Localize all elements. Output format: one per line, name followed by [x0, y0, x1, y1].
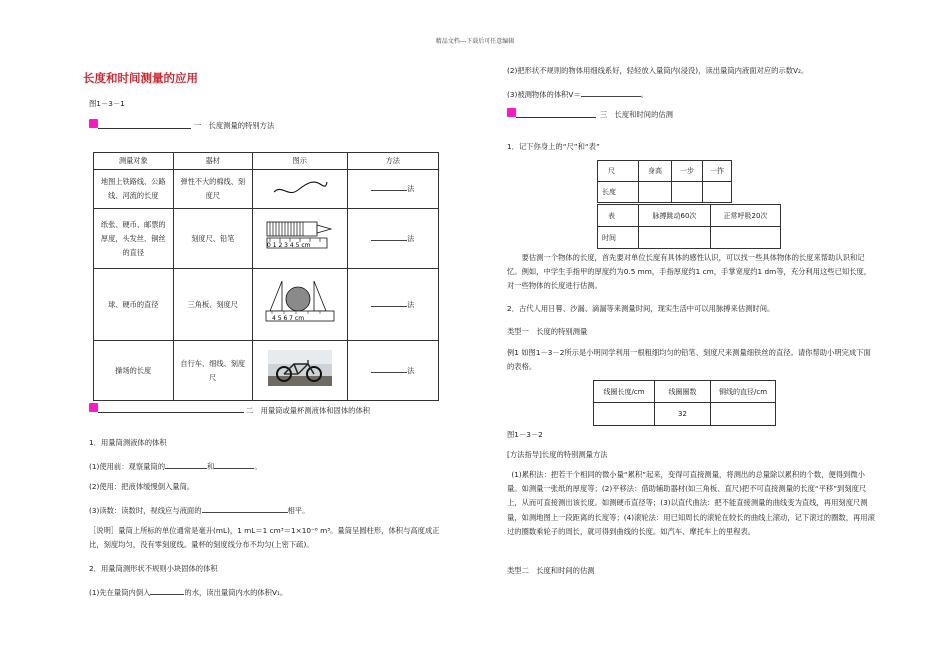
section-heading-1: 一 长度测量的特别方法 — [194, 121, 275, 130]
text-line: 1．记下你身上的“尺”和“表” — [507, 142, 600, 151]
table-cell: 自行车、细线、刻度尺 — [173, 341, 253, 401]
answer-cell[interactable] — [639, 227, 711, 249]
text-line: (2)使用：把液体缓慢倒入量筒。 — [89, 482, 195, 491]
ball-triangle-icon — [253, 269, 348, 341]
answer-blank[interactable] — [165, 460, 207, 469]
table-cell: 法 — [347, 209, 438, 269]
text-line: (1)先在量筒内倒入 的水，读出量筒内水的体积V₁。 — [89, 588, 288, 597]
answer-blank[interactable] — [371, 182, 407, 191]
section-line — [516, 117, 596, 118]
text-line: (2)把形状不规则的物体用细线系好，轻轻放入量筒内(浸没)，读出量筒内液面对应的示数V₂。 — [507, 66, 809, 75]
table-cell: 法 — [347, 170, 438, 209]
table-header: 方法 — [347, 153, 438, 170]
section-heading-2: 二 用量筒或量杯测液体和固体的体积 — [246, 406, 371, 415]
section-marker — [507, 108, 516, 117]
table-row — [94, 209, 439, 269]
paragraph: 要估测一个物体的长度，首先要对单位长度有具体的感性认识，可以找一些具体物体的长度来帮助认识和记忆。例如，中学生手指甲的厚度约为0.5 mm，手指厚度约1 cm，手掌宽度约1 dm等，充分利用这些已知长度，对一些物体的长度进行估测。 — [507, 253, 872, 291]
section-line — [98, 412, 244, 413]
section-line — [98, 128, 191, 129]
wire-data-table: 线圈长度/cm 线圈圈数 铜线的直径/cm 32 — [593, 380, 776, 426]
answer-blank[interactable] — [214, 460, 254, 469]
table-header: 器材 — [173, 153, 253, 170]
table-header: 图示 — [253, 153, 348, 170]
section-marker — [89, 403, 98, 412]
coil-ruler-icon — [253, 209, 348, 269]
text-line: (3)读数：读数时，视线应与液面的 相平。 — [89, 506, 310, 515]
example-paragraph: 例1 如图1－3－2所示是小明同学利用一根粗细均匀的铅笔、刻度尺来测量细铁丝的直径。请你帮助小明完成下面的表格。 — [507, 348, 871, 372]
table-cell: 法 — [347, 269, 438, 341]
answer-cell[interactable] — [594, 403, 655, 426]
answer-cell[interactable] — [672, 182, 703, 203]
bicycle-photo — [253, 341, 348, 401]
table-cell: 纸张、硬币、邮票的厚度，头发丝、铜丝的直径 — [94, 209, 174, 269]
type-heading: 类型二 长度和时间的估测 — [507, 566, 595, 575]
measurement-methods-table — [93, 152, 439, 401]
answer-blank[interactable] — [150, 586, 184, 595]
answer-blank[interactable] — [202, 504, 288, 513]
note-paragraph: ［说明］量筒上所标的单位通常是毫升(mL)，1 mL＝1 cm³＝1×10⁻⁶ m³。量筒呈圆柱形，体积与高度成正比，刻度均匀，没有零刻度线。量杯的刻度线分布不均匀(上密下疏)。 — [89, 526, 440, 550]
body-ruler-table: 尺 身高 一步 一拃 长度 — [597, 160, 732, 203]
answer-cell[interactable] — [711, 227, 781, 249]
table-cell: 三角板、刻度尺 — [173, 269, 253, 341]
answer-blank[interactable] — [371, 298, 407, 307]
text-line: 2．古代人用日晷、沙漏、滴漏等来测量时间，现实生活中可以用脉搏来估测时间。 — [507, 304, 775, 313]
body-timer-table: 表 脉搏跳动60次 正常呼吸20次 时间 — [597, 204, 781, 249]
figure-label: 图1－3－1 — [89, 99, 125, 108]
table-row — [94, 170, 439, 209]
section-heading-3: 三 长度和时间的估测 — [600, 110, 673, 119]
page-header: 精品文档---下载后可任意编辑 — [435, 38, 515, 45]
table-cell: 法 — [347, 341, 438, 401]
answer-cell[interactable] — [703, 182, 732, 203]
table-cell: 操场的长度 — [94, 341, 174, 401]
table-header: 测量对象 — [94, 153, 174, 170]
tip-heading: [方法指导]长度的特别测量方法 — [507, 450, 608, 459]
svg-text:0 1 2 3 4 5 cm: 0 1 2 3 4 5 cm — [266, 242, 311, 249]
table-cell: 球、硬币的直径 — [94, 269, 174, 341]
section-marker — [89, 119, 98, 128]
svg-text:4 5 6 7 cm: 4 5 6 7 cm — [271, 315, 304, 322]
table-cell: 地图上铁路线、公路线、河流的长度 — [94, 170, 174, 209]
figure-label: 图1－3－2 — [507, 430, 543, 439]
answer-blank[interactable] — [371, 364, 407, 373]
text-line: (1)使用前：观察量筒的 和 。 — [89, 462, 262, 471]
answer-blank[interactable] — [371, 232, 407, 241]
text-line: 1．用量筒测液体的体积 — [89, 438, 167, 447]
table-row — [94, 341, 439, 401]
answer-cell[interactable] — [639, 182, 672, 203]
curve-icon — [253, 170, 348, 209]
type-heading: 类型一 长度的特别测量 — [507, 327, 588, 336]
answer-cell[interactable] — [711, 403, 776, 426]
table-row — [94, 269, 439, 341]
answer-blank[interactable] — [581, 88, 641, 97]
method-paragraph: (1)累积法：把若干个相同的微小量“累积”起来，变得可直接测量，将测出的总量除以累积的个数，便得到微小量。如测量一张纸的厚度等；(2)平移法：借助辅助器材(如三角板、直尺)把不可直接测量的长度“平移”到刻度尺上，从而可直接测出该长度。如测硬币直径等；(3)以直代曲法：把不能直接测量的曲线变为直线，再用刻度尺测量，如测地图上一段距离的长度等；(4)滚轮法：用已知周长的滚轮在较长的曲线上滚动，记下滚过的圈数，再用滚过的圈数乘轮子的周长，就可得到曲线的长度。如汽车、摩托车上的里程表。 — [507, 470, 875, 536]
page-title: 长度和时间测量的应用 — [83, 71, 198, 85]
table-cell: 弹性不大的棉线、刻度尺 — [173, 170, 253, 209]
text-line: 2．用量筒测形状不规则小块固体的体积 — [89, 564, 218, 573]
text-line: (3)被测物体的体积V＝ 。 — [507, 90, 648, 99]
table-cell: 刻度尺、铅笔 — [173, 209, 253, 269]
